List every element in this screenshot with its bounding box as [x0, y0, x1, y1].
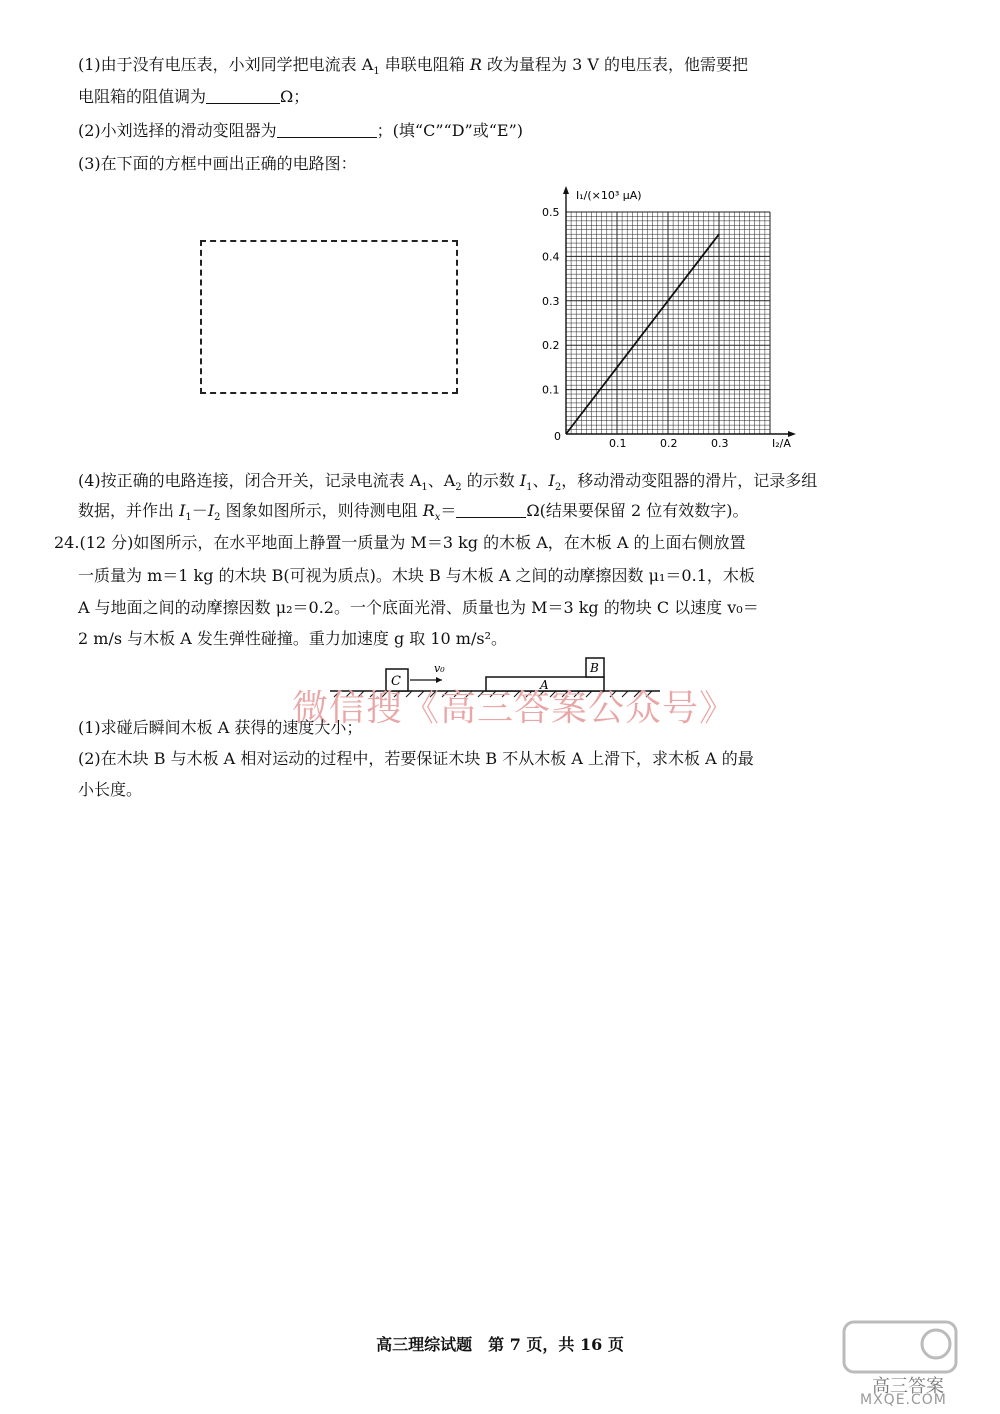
y-tick-label: 0.2 — [542, 339, 560, 353]
x-tick-label: 0.1 — [609, 437, 627, 450]
y-tick-label: 0.3 — [542, 294, 560, 308]
q23-part1-line1: (1)由于没有电压表，小刘同学把电流表 $A_1$ 串联电阻箱 R 改为量程为 3 V 的电压表，他需要把 — [78, 55, 749, 78]
y-axis-label: I₁/(×10³ μA) — [576, 189, 642, 202]
graph-axes — [563, 186, 796, 437]
i1-i2-graph — [540, 182, 810, 452]
velocity-label: v₀ — [434, 662, 445, 675]
graph-grid — [566, 212, 770, 434]
q23-part4-line2: 数据，并作出 $I_1-I_2$ 图象如图所示，则待测电阻 $R_x= \Omega$(结果要保留 2 位有效数字)。 — [78, 501, 749, 524]
x-tick-label: 0.3 — [711, 437, 729, 450]
corner-stamp-logo — [842, 1318, 962, 1378]
circuit-drawing-box — [200, 240, 458, 394]
stamp-text: 高三答案 — [872, 1376, 944, 1397]
q23-part2: (2)小刘选择的滑动变阻器为 ；(填“C”“D”或“E”) — [78, 121, 523, 140]
y-tick-label: 0.5 — [542, 206, 560, 219]
page-footer: 高三理综试题 第 7 页，共 16 页 — [376, 1335, 624, 1354]
stamp-site: MXQE.COM — [860, 1392, 947, 1408]
q23-part4-line1: (4)按正确的电路连接，闭合开关，记录电流表 $A_1$、$A_2$ 的示数 $I_1$、$I_2$，移动滑动变阻器的滑片，记录多组 — [78, 471, 818, 494]
answer-blank-rx — [456, 501, 526, 518]
q24-sub1: (1)求碰后瞬间木板 A 获得的速度大小； — [78, 718, 363, 737]
q24-sub2-line2: 小长度。 — [78, 780, 143, 799]
board-a-label: A — [540, 678, 549, 692]
q24-sub2-line1: (2)在木块 B 与木板 A 相对运动的过程中，若要保证木块 B 不从木板 A 上滑下，求木板 A 的最 — [78, 749, 754, 768]
x-axis-label: I₂/A — [772, 437, 791, 450]
block-b-label: B — [590, 661, 599, 675]
watermark: 微信搜《高三答案公众号》 — [292, 688, 737, 729]
q23-part3: (3)在下面的方框中画出正确的电路图： — [78, 154, 357, 173]
q23-part1-line2: 电阻箱的阻值调为 Ω； — [78, 87, 310, 106]
x-tick-label: 0.2 — [660, 437, 678, 450]
q24-line4: 2 m/s 与木板 A 发生弹性碰撞。重力加速度 g 取 10 m/s²。 — [78, 629, 507, 648]
origin-label: 0 — [554, 430, 561, 443]
block-c-label: C — [391, 674, 401, 689]
answer-blank-rheostat — [277, 121, 377, 138]
y-tick-label: 0.4 — [542, 250, 560, 264]
y-tick-label: 0.1 — [542, 383, 560, 397]
q24-line3: A 与地面之间的动摩擦因数 μ₂＝0.2。一个底面光滑、质量也为 M＝3 kg 的物块 C 以速度 v₀＝ — [78, 598, 759, 617]
y-axis-arrowhead — [563, 186, 569, 194]
answer-blank-resistance — [206, 87, 280, 104]
graph-tick-labels — [542, 206, 729, 450]
q24-line2: 一质量为 m＝1 kg 的木块 B(可视为质点)。木块 B 与木板 A 之间的动摩擦因数 μ₁＝0.1，木板 — [78, 566, 755, 585]
q24-line1: 24.(12 分)如图所示，在水平地面上静置一质量为 M＝3 kg 的木板 A，在木板 A 的上面右侧放置 — [54, 533, 746, 552]
